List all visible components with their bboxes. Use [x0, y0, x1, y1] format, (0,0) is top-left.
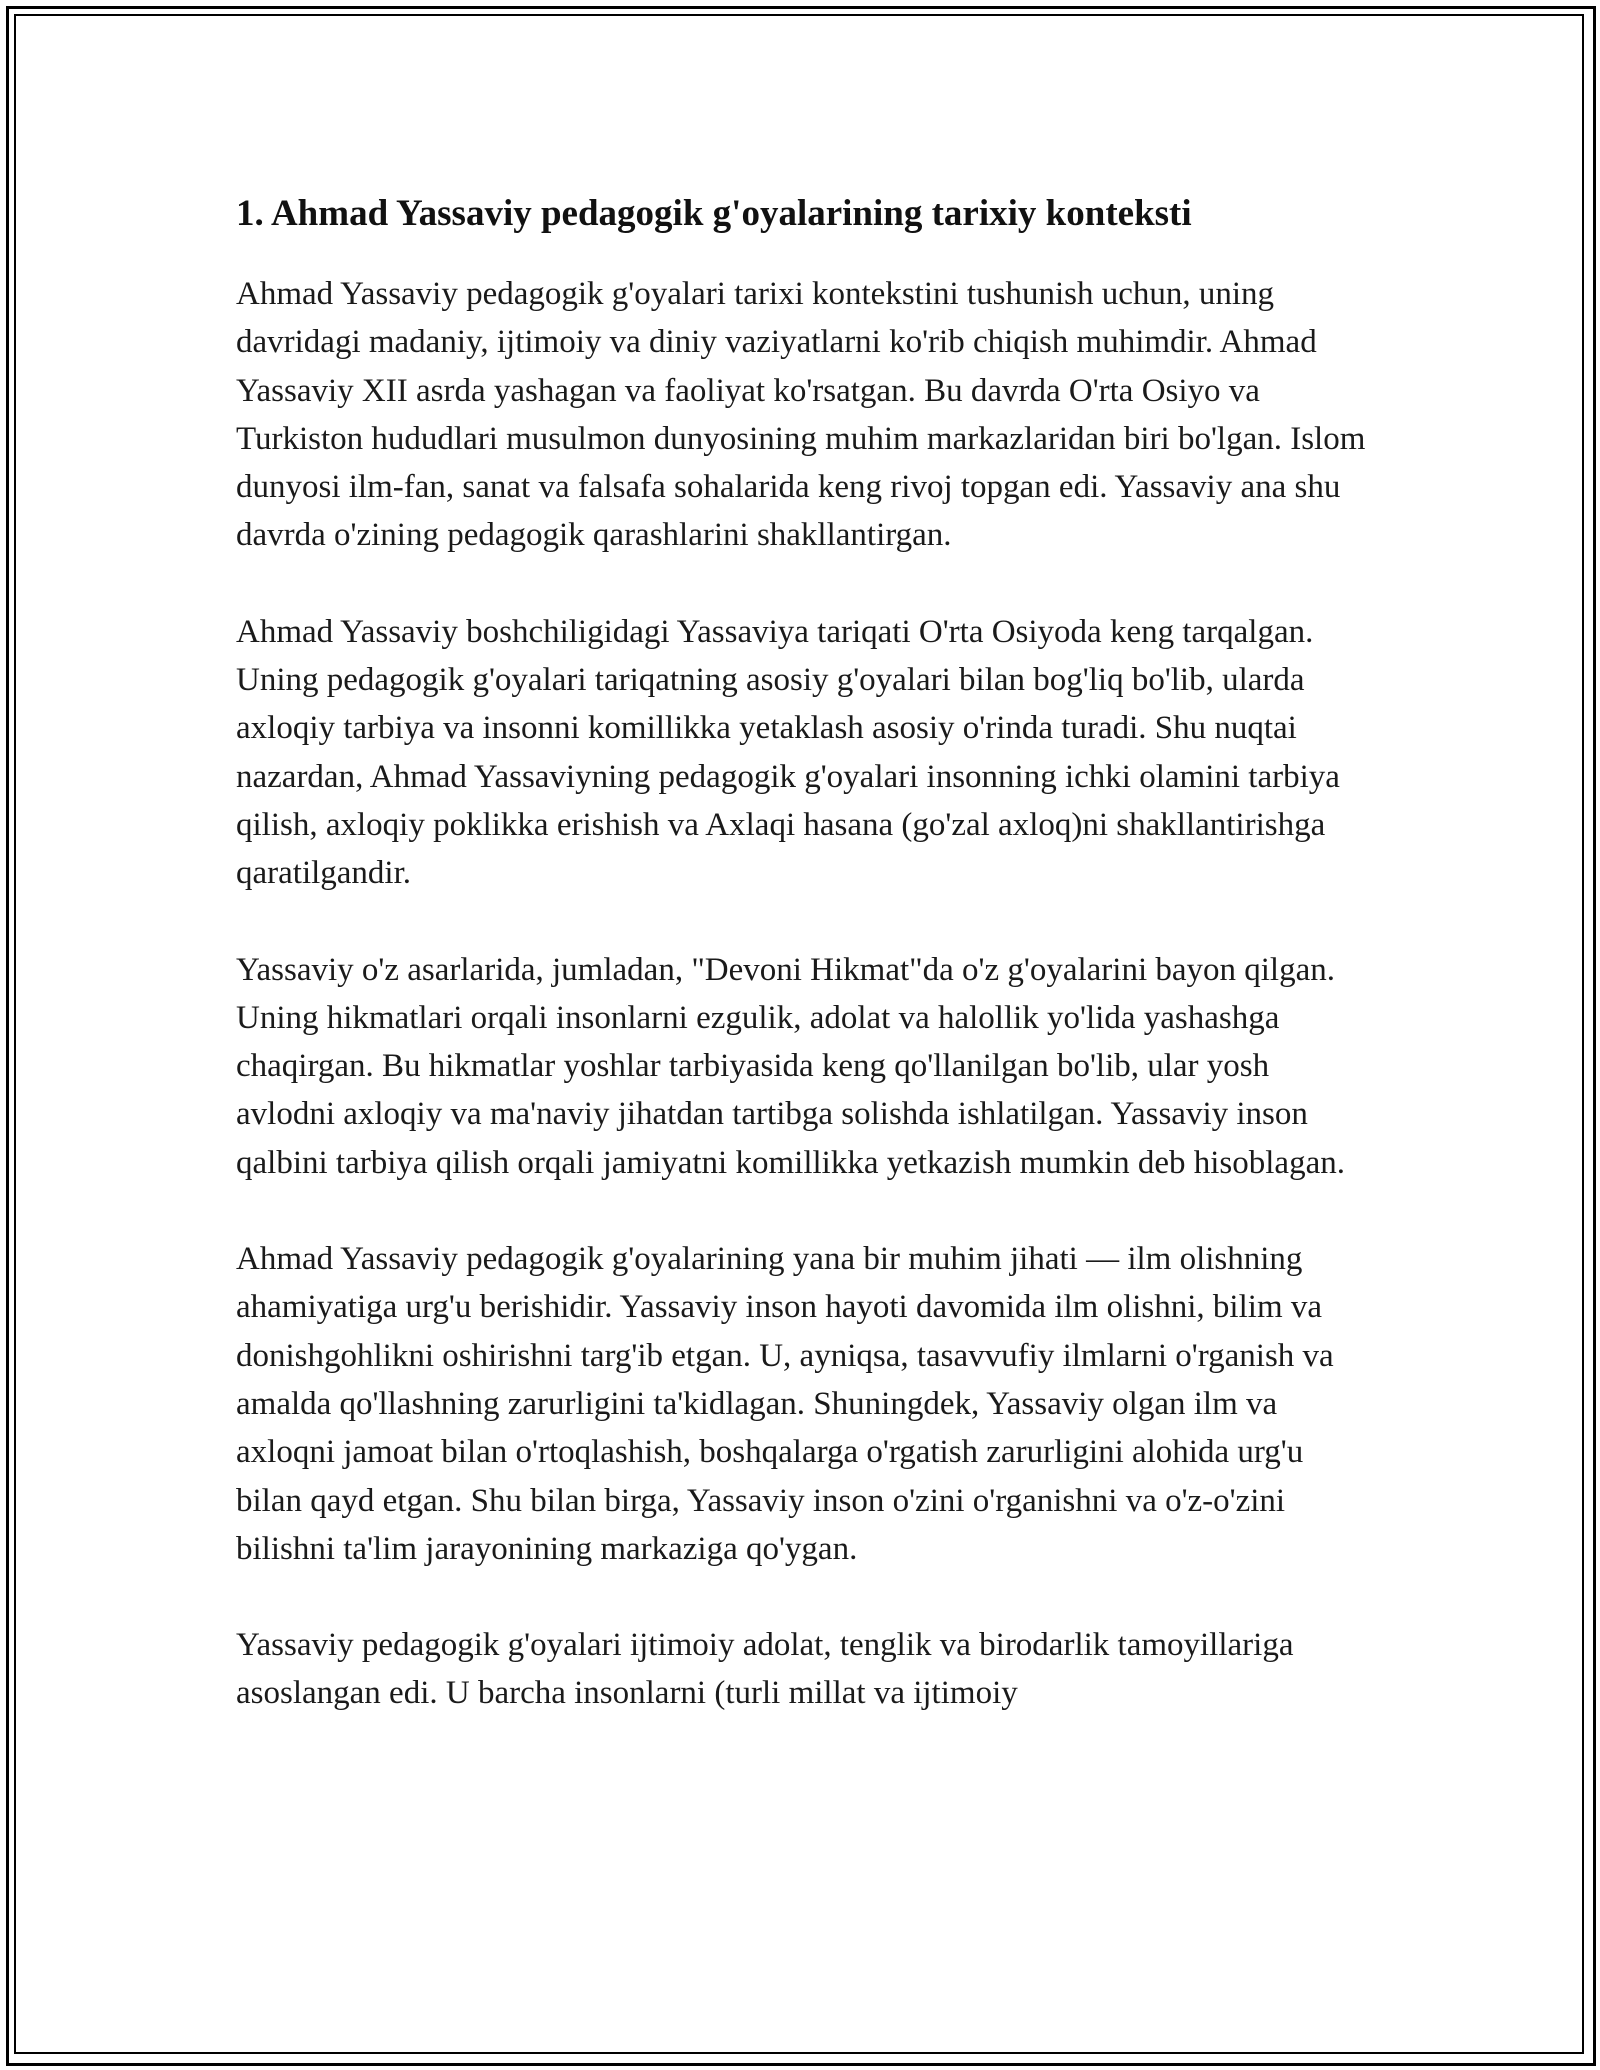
section-heading: 1. Ahmad Yassaviy pedagogik g'oyalarining tarixiy konteksti [236, 193, 1192, 234]
paragraph-1: Ahmad Yassaviy pedagogik g'oyalari tarixi kontekstini tushunish uchun, uning davridagi madaniy, ijtimoiy va diniy vaziyatlarni ko'rib chiqish muhimdir. Ahmad Yassaviy XII asrda yashagan va faoliyat ko'rsatgan. Bu davrda O'rta Osiyo va Turkiston hududlari musulmon dunyosining muhim markazlaridan biri bo'lgan. Islom dunyosi ilm-fan, sanat va falsafa sohalarida keng rivoj topgan edi. Yassaviy ana shu davrda o'zining pedagogik qarashlarini shakllantirgan. [236, 276, 1366, 554]
paragraph-3: Yassaviy o'z asarlarida, jumladan, "Devoni Hikmat"da o'z g'oyalarini bayon qilgan. Uning hikmatlari orqali insonlarni ezgulik, adolat va halollik yo'lida yashashga chaqirgan. Bu hikmatlar yoshlar tarbiyasida keng qo'llanilgan bo'lib, ular yosh avlodni axloqiy va ma'naviy jihatdan tartibga solishda ishlatilgan. Yassaviy inson qalbini tarbiya qilish orqali jamiyatni komillikka yetkazish mumkin deb hisoblagan. [236, 951, 1345, 1181]
paragraph-4: Ahmad Yassaviy pedagogik g'oyalarining yana bir muhim jihati — ilm olishning ahamiyatiga urg'u berishidir. Yassaviy inson hayoti davomida ilm olishni, bilim va donishgohlikni oshirishni targ'ib etgan. U, ayniqsa, tasavvufiy ilmlarni o'rganish va amalda qo'llashning zarurligini ta'kidlagan. Shuningdek, Yassaviy olgan ilm va axloqni jamoat bilan o'rtoqlashish, boshqalarga o'rgatish zarurligini alohida urg'u bilan qayd etgan. Shu bilan birga, Yassaviy inson o'zini o'rganishni va o'z-o'zini bilishni ta'lim jarayonining markaziga qo'ygan. [236, 1241, 1334, 1567]
paragraph-5: Yassaviy pedagogik g'oyalari ijtimoiy adolat, tenglik va birodarlik tamoyillariga asoslangan edi. U barcha insonlarni (turli millat va ijtimoiy [236, 1627, 1294, 1712]
document-body [236, 188, 1366, 1766]
paragraph-2: Ahmad Yassaviy boshchiligidagi Yassaviya tariqati O'rta Osiyoda keng tarqalgan. Uning pedagogik g'oyalari tariqatning asosiy g'oyalari bilan bog'liq bo'lib, ularda axloqiy tarbiya va insonni komillikka yetaklash asosiy o'rinda turadi. Shu nuqtai nazardan, Ahmad Yassaviyning pedagogik g'oyalari insonning ichki olamini tarbiya qilish, axloqiy poklikka erishish va Axlaqi hasana (go'zal axloq)ni shakllantirishga qaratilgandir. [236, 613, 1340, 892]
